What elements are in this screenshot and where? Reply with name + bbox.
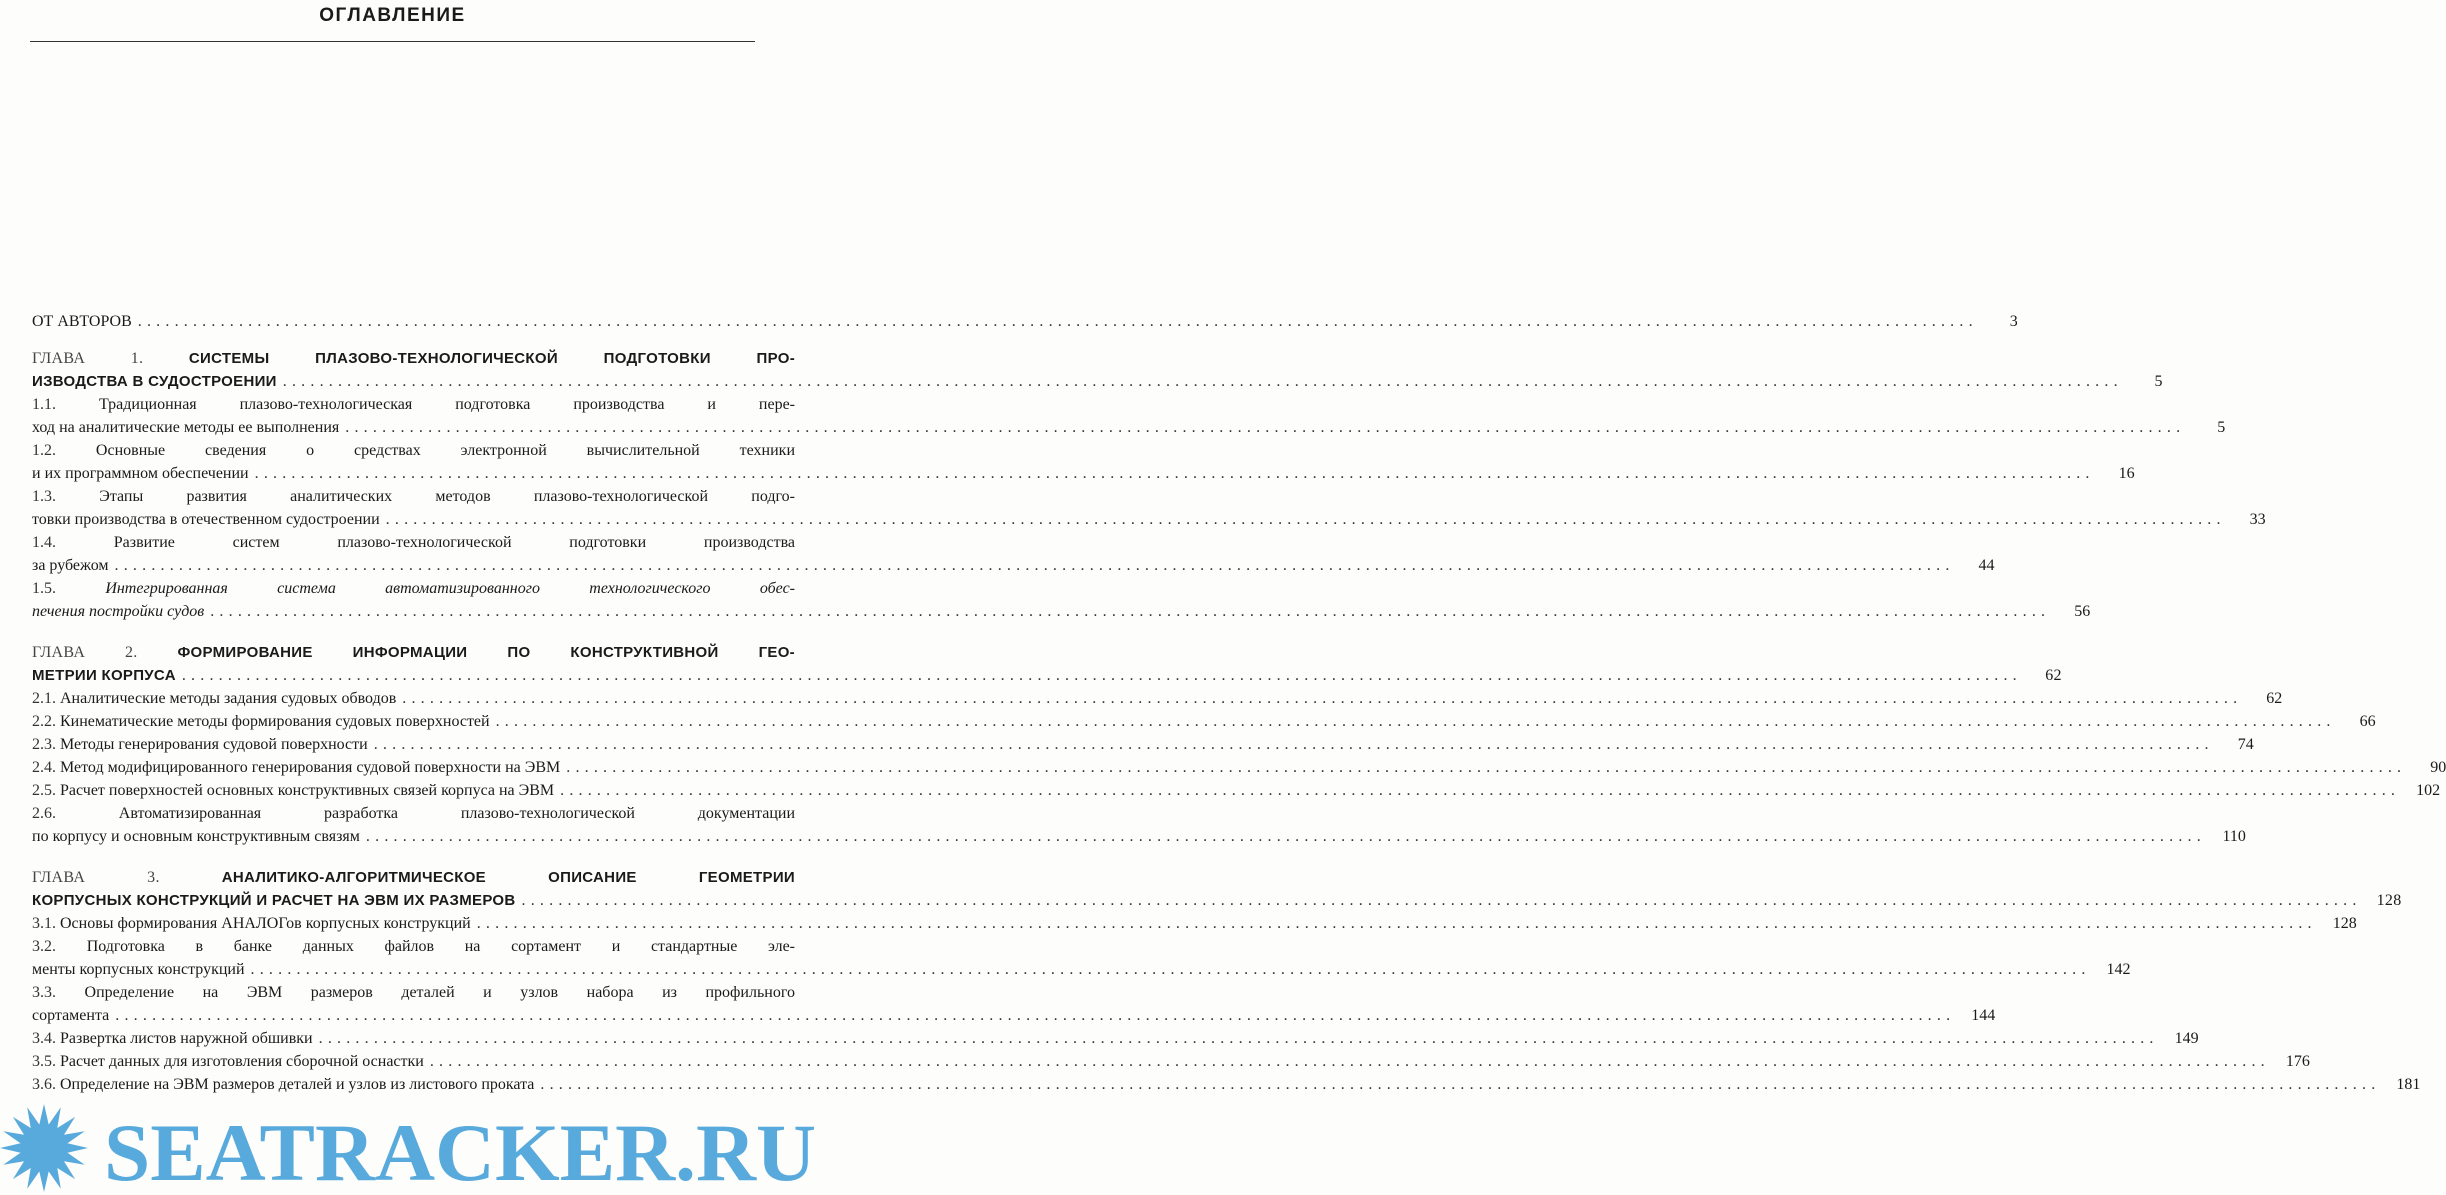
dot-leader: ........................................................................................................................................................................................................ (181, 667, 2022, 684)
entry-line (32, 462, 2135, 485)
entry-line-row (32, 710, 2376, 733)
chapter-title: КОРПУСНЫХ КОНСТРУКЦИЙ И РАСЧЕТ НА ЭВМ ИХ РАЗМЕРОВ (32, 892, 516, 909)
entry-line-text (32, 485, 795, 508)
entry-line-row (32, 508, 2266, 531)
starburst-icon (0, 1104, 88, 1192)
entry-line-row (32, 462, 2135, 485)
toc-entry-3-4 (32, 1027, 2199, 1050)
entry-title: Метод модифицированного генерирования судовой поверхности на ЭВМ (60, 759, 561, 776)
entry-title: Развертка листов наружной обшивки (60, 1030, 313, 1047)
page-number: 110 (2222, 828, 2246, 845)
entry-title: за рубежом (32, 557, 109, 574)
chapter-heading-line (32, 641, 795, 664)
toc-entry-1-3 (32, 485, 2266, 531)
entry-line-row (32, 756, 2446, 779)
entry-title: Методы генерирования судовой поверхности (60, 736, 368, 753)
entry-line-row (32, 1027, 2199, 1050)
chapter-heading-line-text (32, 370, 277, 393)
toc-entry-1-5 (32, 577, 2091, 623)
toc-entry-2-1 (32, 687, 2283, 710)
dot-leader: ........................................................................................................................................................................................................ (282, 373, 2123, 390)
entry-title: Традиционная плазово-технологическая подготовка производства и пере- (98, 396, 796, 413)
entry-line (32, 981, 795, 1004)
entry-line (32, 554, 1995, 577)
entry-line-text (32, 439, 795, 462)
entry-title: Основы формирования АНАЛОГов корпусных конструкций (60, 915, 471, 932)
dot-leader: ........................................................................................................................................................................................................ (115, 1007, 1956, 1024)
entry-line (32, 439, 795, 462)
entry-number: 3.5. (32, 1053, 56, 1070)
dot-leader: ........................................................................................................................................................................................................ (345, 419, 2186, 436)
entry-line-text (32, 462, 249, 485)
page-number: 74 (2237, 736, 2254, 753)
entry-title: товки производства в отечественном судостроении (32, 511, 380, 528)
entry-title: Подготовка в банке данных файлов на сортамент и стандартные эле- (86, 938, 796, 955)
entry-line-text (32, 802, 795, 825)
chapter-title: МЕТРИИ КОРПУСА (32, 667, 176, 684)
entry-line (32, 733, 2254, 756)
chapter-label: ГЛАВА 1. (32, 350, 144, 367)
entry-line (32, 710, 2376, 733)
dot-leader: ........................................................................................................................................................................................................ (137, 313, 1978, 330)
page-number: 102 (2416, 782, 2441, 799)
dot-leader: ........................................................................................................................................................................................................ (365, 828, 2206, 845)
intro-line-text (32, 310, 132, 333)
entry-line-text (32, 912, 471, 935)
entry-line (32, 802, 795, 825)
entry-title: Автоматизированная разработка плазово-технологической документации (118, 805, 796, 822)
chapter-heading-line-text (32, 866, 795, 889)
starburst-shape (0, 1104, 88, 1192)
watermark-graphic (0, 1082, 830, 1195)
dot-leader: ........................................................................................................................................................................................................ (540, 1076, 2381, 1093)
chapter-heading-line-row (32, 664, 2062, 687)
entry-line-text (32, 710, 490, 733)
page-number: 5 (2154, 373, 2163, 390)
chapter-3 (32, 866, 2421, 1096)
page-title: ОГЛАВЛЕНИЕ (319, 5, 466, 26)
entry-number: 3.6. (32, 1076, 56, 1093)
intro-line-row (32, 310, 2018, 333)
page-number: 128 (2376, 892, 2402, 909)
entry-line-text (32, 393, 795, 416)
table-of-contents (32, 310, 2446, 1114)
chapter-title: СИСТЕМЫ ПЛАЗОВО-ТЕХНОЛОГИЧЕСКОЙ ПОДГОТОВКИ ПРО- (188, 350, 795, 367)
toc-entry-2-5 (32, 779, 2441, 802)
dot-leader: ........................................................................................................................................................................................................ (429, 1053, 2270, 1070)
entry-line-text (32, 416, 339, 439)
dot-leader: ........................................................................................................................................................................................................ (495, 713, 2336, 730)
dot-leader: ........................................................................................................................................................................................................ (318, 1030, 2159, 1047)
chapter-heading-line-text (32, 347, 795, 370)
page-number: 90 (2430, 759, 2446, 776)
page-number: 3 (2009, 313, 2018, 330)
entry-number: 3.1. (32, 915, 56, 932)
entry-title: и их программном обеспечении (32, 465, 249, 482)
page-number: 142 (2106, 961, 2131, 978)
page-number: 16 (2118, 465, 2135, 482)
entry-title: Определение на ЭВМ размеров деталей и узлов набора из профильного (84, 984, 795, 1001)
entry-line (32, 600, 2091, 623)
entry-line (32, 935, 795, 958)
entry-line (32, 1027, 2199, 1050)
intro-line (32, 310, 2018, 333)
entry-line-row (32, 912, 2357, 935)
entry-line (32, 958, 2131, 981)
toc-entry-1-1 (32, 393, 2226, 439)
page-header (30, 0, 755, 46)
watermark-text: SEATRACKER.RU (104, 1107, 816, 1195)
chapter-2 (32, 641, 2446, 848)
toc-entry-2-6 (32, 802, 2246, 848)
entry-line-text (32, 935, 795, 958)
watermark (0, 1082, 830, 1195)
dot-leader: ........................................................................................................................................................................................................ (254, 465, 2095, 482)
dot-leader: ........................................................................................................................................................................................................ (402, 690, 2243, 707)
entry-line-row (32, 554, 1995, 577)
entry-title: Аналитические методы задания судовых обводов (60, 690, 397, 707)
page-number: 66 (2359, 713, 2376, 730)
dot-leader: ........................................................................................................................................................................................................ (385, 511, 2226, 528)
entry-line (32, 825, 2246, 848)
entry-line (32, 1004, 1996, 1027)
entry-number: 3.2. (32, 938, 56, 955)
entry-line-text (32, 756, 560, 779)
chapter-heading-line-row (32, 370, 2163, 393)
entry-line (32, 485, 795, 508)
entry-number: 2.2. (32, 713, 56, 730)
entry-line (32, 416, 2226, 439)
chapter-label: ГЛАВА 2. (32, 644, 138, 661)
entry-title: Основные сведения о средствах электронной вычислительной техники (95, 442, 795, 459)
entry-title: Определение на ЭВМ размеров деталей и узлов из листового проката (60, 1076, 535, 1093)
entry-line-row (32, 733, 2254, 756)
entry-line-text (32, 958, 245, 981)
page-number: 176 (2285, 1053, 2310, 1070)
entry-title: ход на аналитические методы ее выполнения (32, 419, 340, 436)
page-number: 62 (2045, 667, 2062, 684)
entry-line (32, 779, 2441, 802)
toc-entry-3-5 (32, 1050, 2310, 1073)
entry-title: Расчет данных для изготовления сборочной оснастки (60, 1053, 424, 1070)
entry-number: 1.3. (32, 488, 56, 505)
dot-leader: ........................................................................................................................................................................................................ (566, 759, 2407, 776)
dot-leader: ........................................................................................................................................................................................................ (476, 915, 2317, 932)
page-number: 144 (1971, 1007, 1996, 1024)
entry-line-text (32, 1050, 424, 1073)
chapter-label: ГЛАВА 3. (32, 869, 160, 886)
chapter-heading-line (32, 889, 2402, 912)
page-number: 149 (2174, 1030, 2199, 1047)
entry-title: сортамента (32, 1007, 110, 1024)
dot-leader: ........................................................................................................................................................................................................ (521, 892, 2362, 909)
chapter-heading-line-text (32, 664, 176, 687)
page-number: 128 (2332, 915, 2357, 932)
entry-line-text (32, 779, 554, 802)
entry-title: Кинематические методы формирования судовых поверхностей (60, 713, 490, 730)
chapter-1 (32, 347, 2266, 623)
entry-title: по корпусу и основным конструктивным связям (32, 828, 360, 845)
entry-line-row (32, 958, 2131, 981)
entry-title: Развитие систем плазово-технологической подготовки производства (113, 534, 796, 551)
toc-entry-2-4 (32, 756, 2446, 779)
entry-line-text (32, 531, 795, 554)
toc-entry-1-4 (32, 531, 1995, 577)
entry-line (32, 687, 2283, 710)
entry-number: 2.3. (32, 736, 56, 753)
entry-number: 2.1. (32, 690, 56, 707)
chapter-title: ФОРМИРОВАНИЕ ИНФОРМАЦИИ ПО КОНСТРУКТИВНОЙ ГЕО- (177, 644, 795, 661)
entry-title: печения постройки судов (32, 603, 205, 620)
page-number: 33 (2249, 511, 2266, 528)
entry-line-text (32, 1004, 109, 1027)
chapter-heading-line-text (32, 641, 795, 664)
entry-line-row (32, 779, 2441, 802)
toc-entry-2-2 (32, 710, 2376, 733)
toc-entry-3-1 (32, 912, 2357, 935)
entry-title: Этапы развития аналитических методов плазово-технологической подго- (99, 488, 795, 505)
dot-leader: ........................................................................................................................................................................................................ (250, 961, 2091, 978)
entry-line-row (32, 825, 2246, 848)
entry-number: 3.3. (32, 984, 56, 1001)
entry-number: 3.4. (32, 1030, 56, 1047)
toc-entry-1-2 (32, 439, 2135, 485)
page-number: 44 (1978, 557, 1995, 574)
entry-line-text (32, 1027, 313, 1050)
toc-entry-3-2 (32, 935, 2131, 981)
entry-number: 1.5. (32, 580, 56, 597)
entry-line (32, 393, 795, 416)
entry-number: 2.4. (32, 759, 56, 776)
page-number: 5 (2217, 419, 2226, 436)
entry-line (32, 1050, 2310, 1073)
entry-line (32, 577, 795, 600)
entry-line-row (32, 1004, 1996, 1027)
dot-leader: ........................................................................................................................................................................................................ (114, 557, 1955, 574)
dot-leader: ........................................................................................................................................................................................................ (560, 782, 2401, 799)
entry-number: 1.1. (32, 396, 56, 413)
entry-line-text (32, 825, 360, 848)
entry-line-row (32, 1050, 2310, 1073)
chapter-heading-line-text (32, 889, 516, 912)
chapter-heading-line (32, 347, 795, 370)
chapter-title: АНАЛИТИКО-АЛГОРИТМИЧЕСКОЕ ОПИСАНИЕ ГЕОМЕТРИИ (221, 869, 795, 886)
chapter-title: ИЗВОДСТВА В СУДОСТРОЕНИИ (32, 373, 277, 390)
header-rule (30, 41, 755, 42)
chapter-heading-line (32, 866, 795, 889)
chapter-heading-line (32, 370, 2163, 393)
entry-line (32, 531, 795, 554)
chapter-heading-line-row (32, 889, 2402, 912)
entry-line-text (32, 508, 380, 531)
entry-line-row (32, 600, 2091, 623)
entry-number: 1.2. (32, 442, 56, 459)
entry-line-text (32, 687, 396, 710)
entry-line (32, 508, 2266, 531)
entry-line (32, 912, 2357, 935)
entry-line (32, 756, 2446, 779)
page-number: 181 (2396, 1076, 2421, 1093)
chapter-heading-line (32, 664, 2062, 687)
entry-title: Расчет поверхностей основных конструктивных связей корпуса на ЭВМ (60, 782, 555, 799)
dot-leader: ........................................................................................................................................................................................................ (373, 736, 2214, 753)
toc-entry-3-3 (32, 981, 1996, 1027)
entry-title: менты корпусных конструкций (32, 961, 245, 978)
page-number: 56 (2074, 603, 2091, 620)
page-number: 62 (2266, 690, 2283, 707)
entry-line-text (32, 600, 204, 623)
entry-line-text (32, 733, 368, 756)
entry-line-row (32, 416, 2226, 439)
entry-line-text (32, 554, 109, 577)
entry-number: 2.5. (32, 782, 56, 799)
entry-number: 2.6. (32, 805, 56, 822)
intro-label: ОТ АВТОРОВ (32, 313, 132, 330)
dot-leader: ........................................................................................................................................................................................................ (210, 603, 2051, 620)
entry-line-row (32, 687, 2283, 710)
entry-line-text (32, 577, 795, 600)
toc-entry-2-3 (32, 733, 2254, 756)
entry-line-text (32, 981, 795, 1004)
entry-title: Интегрированная система автоматизированного технологического обес- (105, 580, 795, 597)
toc-intro (32, 310, 2018, 333)
entry-number: 1.4. (32, 534, 56, 551)
